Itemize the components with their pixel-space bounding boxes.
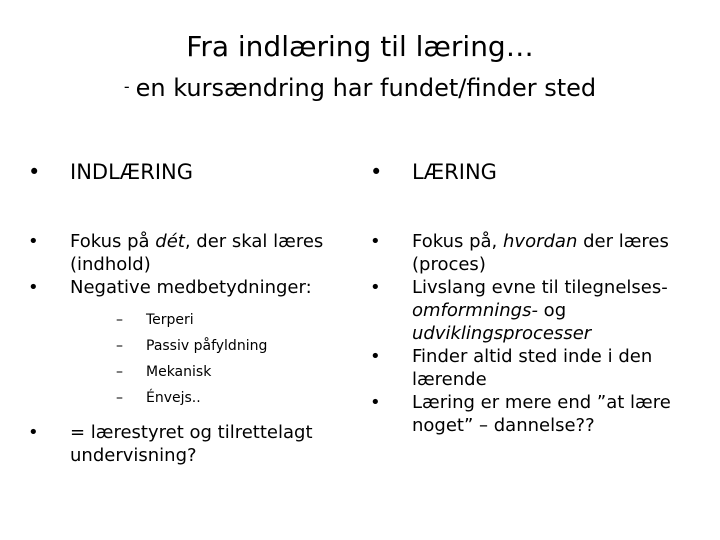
bullet: • [28,422,39,443]
slide-title: Fra indlæring til læring… [186,30,534,63]
slide-subtitle [0,72,720,103]
right-item-lifelong-em: omformnings- [412,300,538,321]
left-item-focus-pre: Fokus på [70,231,156,252]
bullet: • [28,160,41,184]
sub-item-text: Terperi [146,312,194,328]
sub-item-text: Passiv påfyldning [146,338,268,354]
left-column [28,158,338,467]
negative-sublist [70,307,338,411]
left-item-negative [28,276,338,411]
right-item-lifelong-em2: udviklingsprocesser [412,323,592,344]
right-bullet-list [370,230,680,437]
left-item-focus-post: , der skal læres (indhold) [70,231,324,275]
bullet: • [370,277,381,298]
dash: – [116,390,123,406]
subtitle-text: en kursændring har fundet/finder sted [135,74,597,102]
left-heading-text: INDLÆRING [70,160,193,184]
dash: – [116,338,123,354]
sub-item-text: Mekanisk [146,364,212,380]
left-item-focus-em: dét [155,231,185,252]
right-item-always [370,345,680,391]
sub-item [70,307,338,333]
bullet: • [370,160,383,184]
subtitle-dash: - [123,77,130,96]
bullet: • [370,392,381,413]
bullet: • [28,231,39,252]
left-item-negative-text: Negative medbetydninger: [70,277,312,298]
right-item-focus [370,230,680,276]
right-item-focus-post: der læres (proces) [412,231,669,275]
right-heading [370,158,680,186]
right-heading-text: LÆRING [412,160,497,184]
left-item-teacher-led [28,421,338,467]
right-item-lifelong [370,276,680,345]
bullet: • [28,277,39,298]
dash: – [116,312,123,328]
sub-item-text: Énvejs.. [146,390,201,406]
right-item-lifelong-pre: Livslang evne til tilegnelses- [412,277,668,298]
left-item-focus [28,230,338,276]
bullet: • [370,231,381,252]
right-column [370,158,680,437]
dash: – [116,364,123,380]
left-item-teacher-led-text: = lærestyret og tilrettelagt undervisning? [70,422,313,466]
sub-item [70,333,338,359]
left-bullet-list [28,230,338,467]
bullet: • [370,346,381,367]
right-item-lifelong-mid: og [537,300,567,321]
sub-item [70,359,338,385]
right-item-more [370,391,680,437]
right-item-more-text: Læring er mere end ”at lære noget” – dannelse?? [412,392,671,436]
right-item-always-text: Finder altid sted inde i den lærende [412,346,653,390]
right-item-focus-em: hvordan [503,231,578,252]
sub-item [70,385,338,411]
right-item-focus-pre: Fokus på, [412,231,504,252]
left-heading [28,158,338,186]
